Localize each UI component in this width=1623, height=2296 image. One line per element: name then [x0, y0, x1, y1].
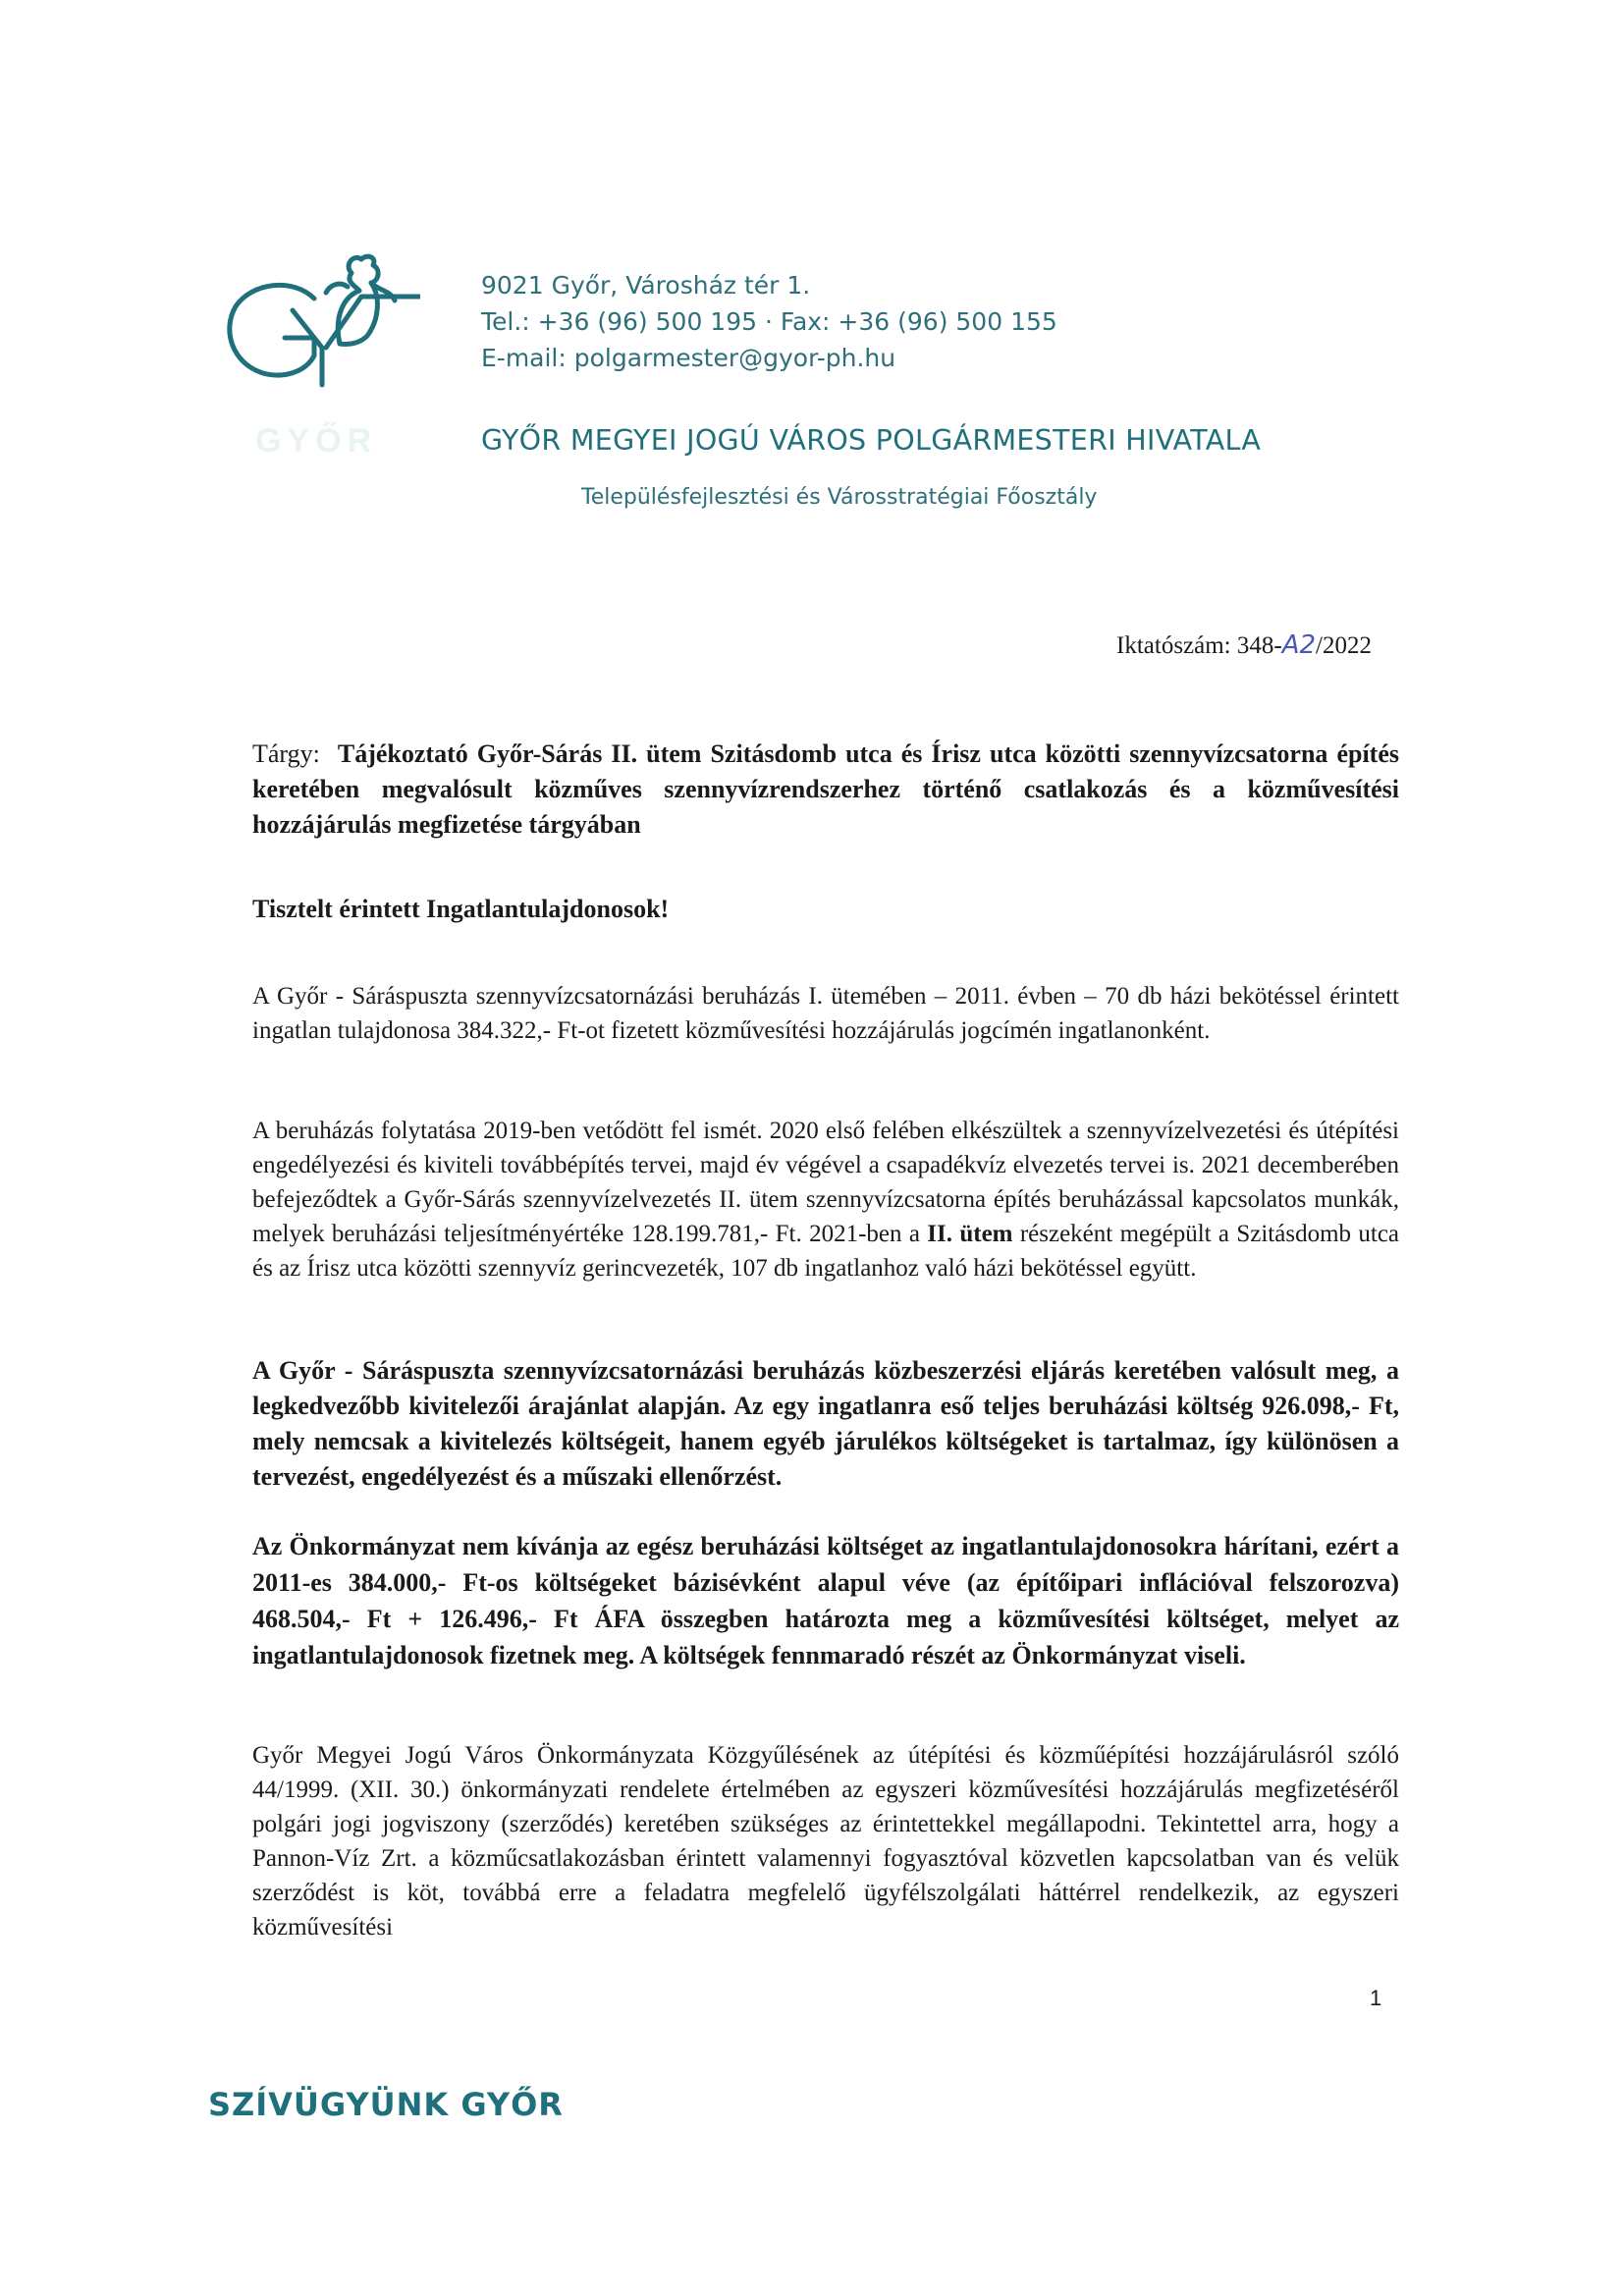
logo-wordmark: GYŐR: [255, 422, 378, 460]
address: 9021 Győr, Városház tér 1.: [481, 271, 811, 300]
footer-slogan: SZÍVÜGYÜNK GYŐR: [208, 2086, 564, 2123]
subject-text: Tájékoztató Győr-Sárás II. ütem Szitásdomb utca és Írisz utca közötti szennyvízcsatorna építés keretében megvalósult közműves szennyvízrendszerhez történő csatlakozás és a közművesítési hozzájárulás megfizetése tárgyában: [252, 739, 1399, 839]
contact-block: [481, 267, 1057, 376]
paragraph-2: [252, 1114, 1399, 1285]
department: Településfejlesztési és Városstratégiai Főosztály: [581, 485, 1098, 510]
paragraph-3: A Győr - Sáráspuszta szennyvízcsatornázási beruházás közbeszerzési eljárás keretében valósult meg, a legkedvezőbb kivitelezői árajánlat alapján. Az egy ingatlanra eső teljes beruházási költség 926.098,- Ft, mely nemcsak a kivitelezés költségeit, hanem egyéb járulékos költségeket is tartalmaz, így különösen a tervezést, engedélyezést és a műszaki ellenőrzést.: [252, 1356, 1399, 1491]
page-number: 1: [1370, 1986, 1382, 2010]
registration-suffix: /2022: [1316, 632, 1372, 659]
paragraph-4: Az Önkormányzat nem kívánja az egész beruházási költséget az ingatlantulajdonosokra hárítani, ezért a 2011-es 384.000,- Ft-os költségeket bázisévként alapul véve (az építőipari inflációval felszorozva) 468.504,- Ft + 126.496,- Ft ÁFA összegben határozta meg a közművesítési költséget, melyet az ingatlantulajdonosok fizetnek meg. A költségek fennmaradó részét az Önkormányzat viseli.: [252, 1532, 1399, 1669]
gyor-rooster-logo-icon: [224, 247, 420, 395]
paragraph-2-a: A beruházás folytatása 2019-ben vetődött fel ismét. 2020 első felében elkészültek a szennyvízelvezetési és útépítési engedélyezési és kiviteli továbbépítés tervei, majd év végével a csapadékvíz elvezetés tervei is. 2021 decemberében befejeződtek a Győr-Sárás szennyvízelvezetés II. ütem szennyvízcsatorna építés beruházással kapcsolatos munkák, melyek beruházási teljesítményértéke 128.199.781,- Ft. 2021-ben a: [252, 1118, 1399, 1247]
paragraph-2-bold: II. ütem: [927, 1221, 1013, 1247]
office-title: GYŐR MEGYEI JOGÚ VÁROS POLGÁRMESTERI HIVATALA: [481, 424, 1262, 457]
paragraph-1: A Győr - Sáráspuszta szennyvízcsatornázási beruházás I. ütemében – 2011. évben – 70 db házi bekötéssel érintett ingatlan tulajdonosa 384.322,- Ft-ot fizetett közművesítési hozzájárulás jogcímén ingatlanonként.: [252, 983, 1399, 1044]
paragraph-2-b: részeként megépült a Szitásdomb utca és az Írisz utca közötti szennyvíz gerincvezeték, 107 db ingatlanhoz való házi bekötéssel együtt.: [252, 1221, 1400, 1282]
phone-fax: Tel.: +36 (96) 500 195 · Fax: +36 (96) 500 155: [481, 307, 1057, 336]
email: E-mail: polgarmester@gyor-ph.hu: [481, 344, 896, 372]
greeting: Tisztelt érintett Ingatlantulajdonosok!: [252, 895, 670, 923]
paragraph-5: Győr Megyei Jogú Város Önkormányzata Közgyűlésének az útépítési és közműépítési hozzájárulásról szóló 44/1999. (XII. 30.) önkormányzati rendelete értelmében az egyszeri közművesítési hozzájárulás megfizetéséről polgári jogi jogviszony (szerződés) keretében szükséges az érintettekkel megállapodni. Tekintettel arra, hogy a Pannon-Víz Zrt. a közműcsatlakozásban érintett valamennyi fogyasztóval közvetlen kapcsolatban van és velük szerződést is köt, továbbá erre a feladatra megfelelő ügyfélszolgálati háttérrel rendelkezik, az egyszeri közművesítési: [252, 1742, 1399, 1941]
registration-number: [1116, 630, 1372, 660]
subject: [252, 737, 1399, 843]
registration-prefix: Iktatószám: 348-: [1116, 632, 1282, 659]
subject-label: Tárgy:: [252, 739, 320, 768]
registration-handwritten: A2: [1281, 630, 1317, 660]
